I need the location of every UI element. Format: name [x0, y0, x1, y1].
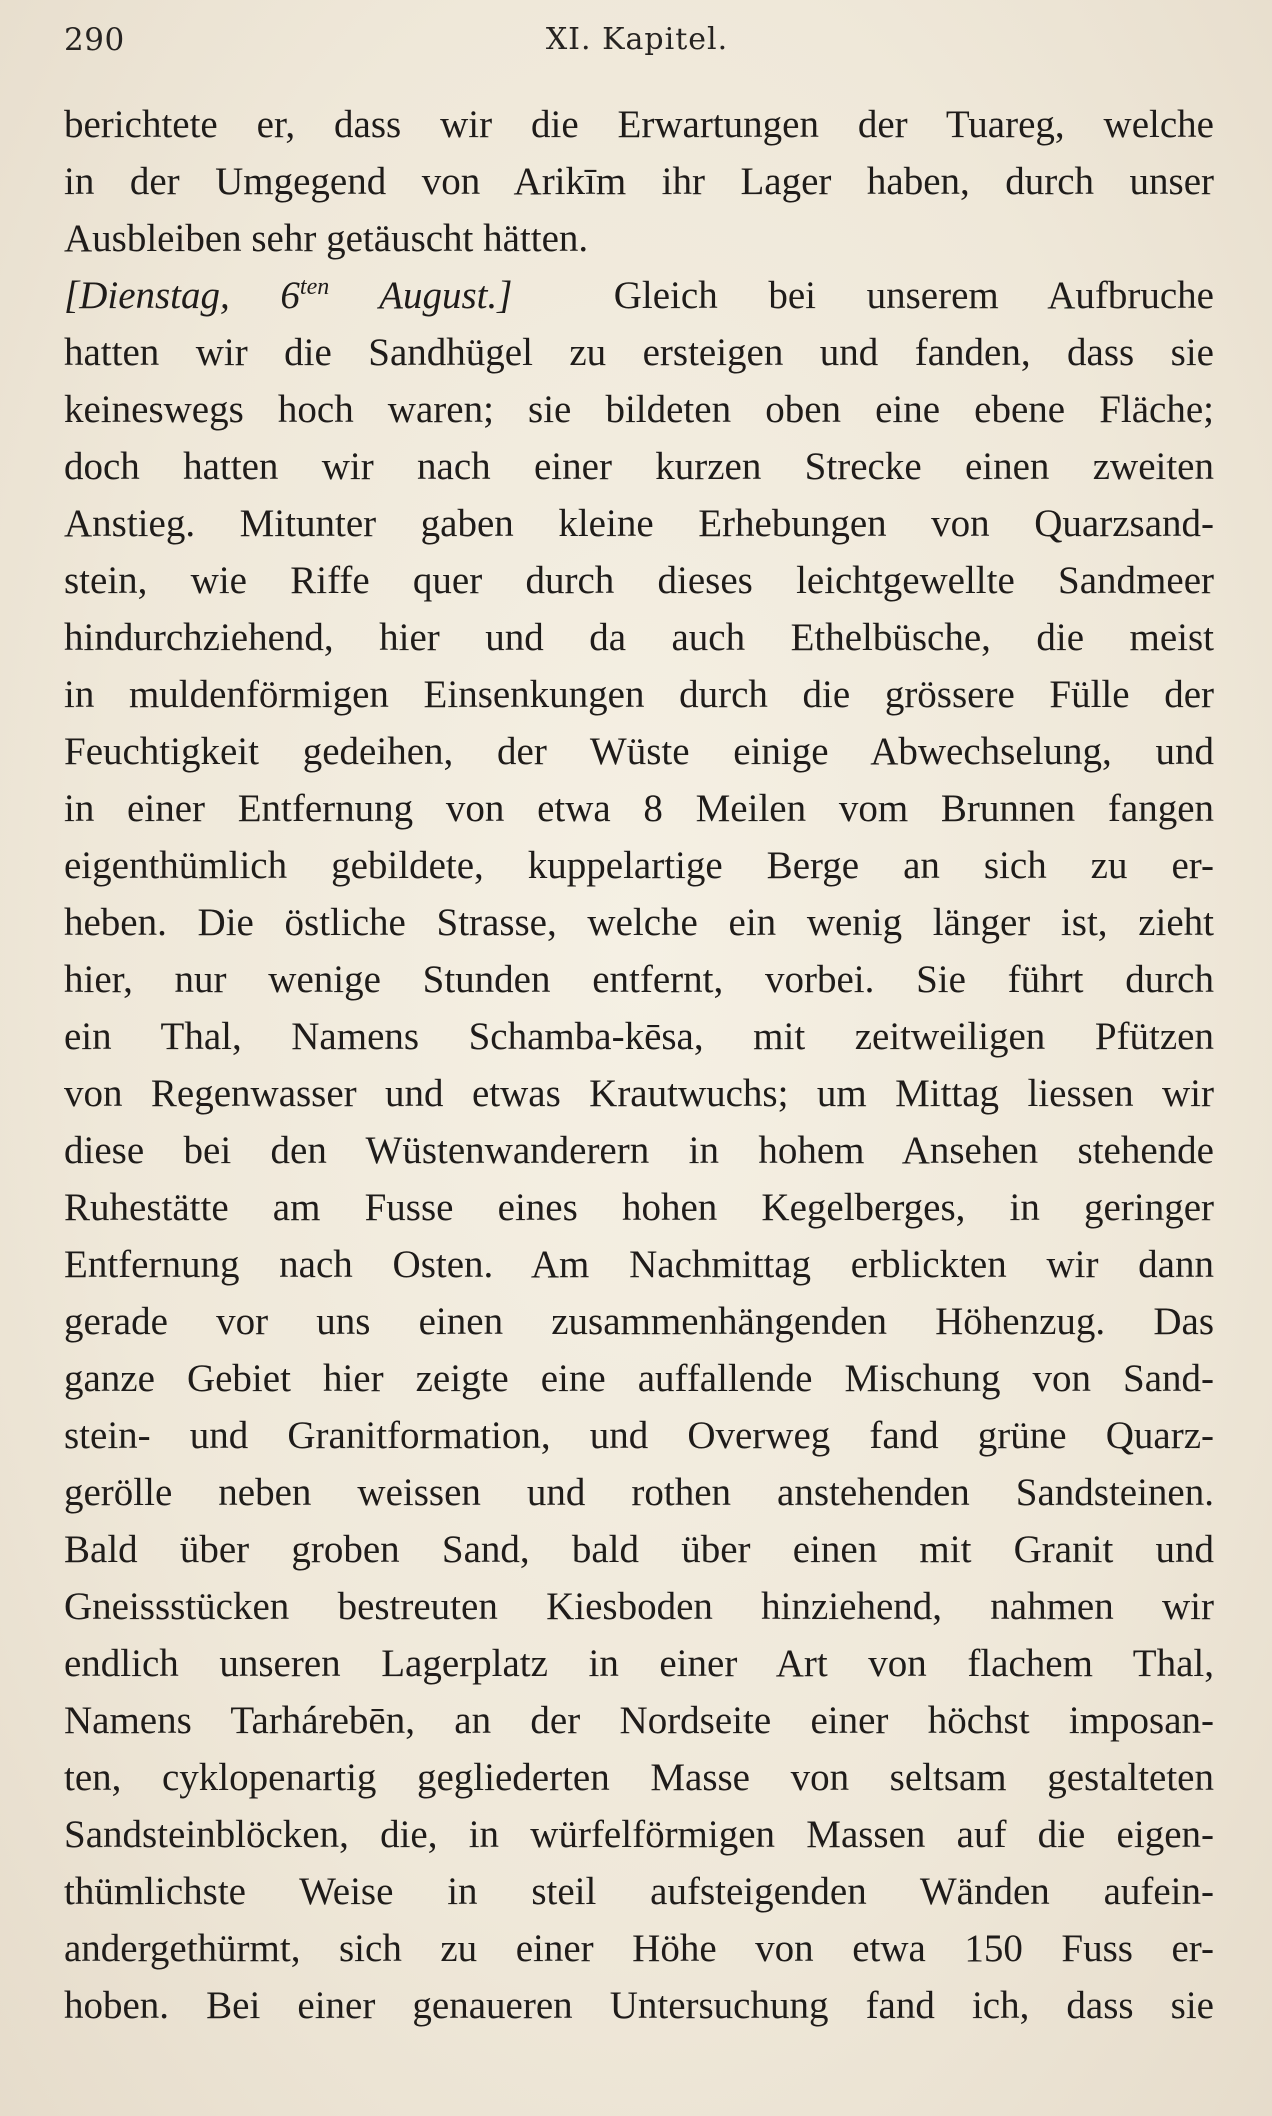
text-line: heben. Die östliche Strasse, welche ein wenig länger ist, zieht — [64, 901, 1214, 944]
chapter-title: XI. Kapitel. — [545, 22, 729, 57]
text-line: in muldenförmigen Einsenkungen durch die grössere Fülle der — [64, 673, 1214, 716]
body-text — [64, 96, 1214, 2034]
text-line: andergethürmt, sich zu einer Höhe von etwa 150 Fuss er- — [64, 1927, 1214, 1970]
text-line: keineswegs hoch waren; sie bildeten oben eine ebene Fläche; — [64, 388, 1214, 431]
text-line-rest: Gleich bei unserem Aufbruche — [613, 274, 1214, 317]
text-line: gerölle neben weissen und rothen anstehenden Sandsteinen. — [64, 1471, 1214, 1514]
date-day: 6 — [280, 274, 300, 317]
text-line: Gneissstücken bestreuten Kiesboden hinziehend, nahmen wir — [64, 1585, 1214, 1628]
date-close-bracket: ] — [497, 274, 513, 317]
text-line: Anstieg. Mitunter gaben kleine Erhebungen von Quarzsand- — [64, 502, 1214, 545]
text-line: Feuchtigkeit gedeihen, der Wüste einige Abwechselung, und — [64, 730, 1214, 773]
text-line: stein, wie Riffe quer durch dieses leichtgewellte Sandmeer — [64, 559, 1214, 602]
date-day-suffix: ten — [299, 274, 330, 300]
text-line: ganze Gebiet hier zeigte eine auffallende Mischung von Sand- — [64, 1357, 1214, 1400]
text-line: gerade vor uns einen zusammenhängenden Höhenzug. Das — [64, 1300, 1214, 1343]
text-line: ten, cyklopenartig gegliederten Masse von seltsam gestalteten — [64, 1756, 1214, 1799]
date-note — [64, 274, 512, 317]
text-line: doch hatten wir nach einer kurzen Strecke einen zweiten — [64, 445, 1214, 488]
text-line: thümlichste Weise in steil aufsteigenden Wänden aufein- — [64, 1870, 1214, 1913]
text-line: Ruhestätte am Fusse eines hohen Kegelberges, in geringer — [64, 1186, 1214, 1229]
text-line: hatten wir die Sandhügel zu ersteigen und fanden, dass sie — [64, 331, 1214, 374]
text-line: ein Thal, Namens Schamba-kēsa, mit zeitweiligen Pfützen — [64, 1015, 1214, 1058]
text-line: von Regenwasser und etwas Krautwuchs; um Mittag liessen wir — [64, 1072, 1214, 1115]
text-line: Namens Tarhárebēn, an der Nordseite einer höchst imposan- — [64, 1699, 1214, 1742]
date-weekday: Dienstag, — [79, 274, 230, 317]
text-line: Ausbleiben sehr getäuscht hätten. — [64, 217, 589, 260]
text-line: Sandsteinblöcken, die, in würfelförmigen Massen auf die eigen- — [64, 1813, 1214, 1856]
text-line: Entfernung nach Osten. Am Nachmittag erblickten wir dann — [64, 1243, 1214, 1286]
text-line: stein- und Granitformation, und Overweg fand grüne Quarz- — [64, 1414, 1214, 1457]
text-line: diese bei den Wüstenwanderern in hohem Ansehen stehende — [64, 1129, 1214, 1172]
text-line: Bald über groben Sand, bald über einen mit Granit und — [64, 1528, 1214, 1571]
text-line: endlich unseren Lagerplatz in einer Art von flachem Thal, — [64, 1642, 1214, 1685]
text-line: eigenthümlich gebildete, kuppelartige Berge an sich zu er- — [64, 844, 1214, 887]
running-head — [64, 18, 1210, 68]
text-line: in der Umgegend von Arikīm ihr Lager haben, durch unser — [64, 160, 1214, 203]
text-line: hindurchziehend, hier und da auch Ethelbüsche, die meist — [64, 616, 1214, 659]
text-line: berichtete er, dass wir die Erwartungen der Tuareg, welche — [64, 103, 1214, 146]
text-line: hier, nur wenige Stunden entfernt, vorbei. Sie führt durch — [64, 958, 1214, 1001]
page-number: 290 — [64, 22, 125, 58]
date-month: August. — [379, 274, 498, 317]
text-line: in einer Entfernung von etwa 8 Meilen vom Brunnen fangen — [64, 787, 1214, 830]
text-line-dated — [64, 267, 1214, 324]
text-line: hoben. Bei einer genaueren Untersuchung fand ich, dass sie — [64, 1984, 1214, 2027]
date-open-bracket: [ — [64, 274, 80, 317]
